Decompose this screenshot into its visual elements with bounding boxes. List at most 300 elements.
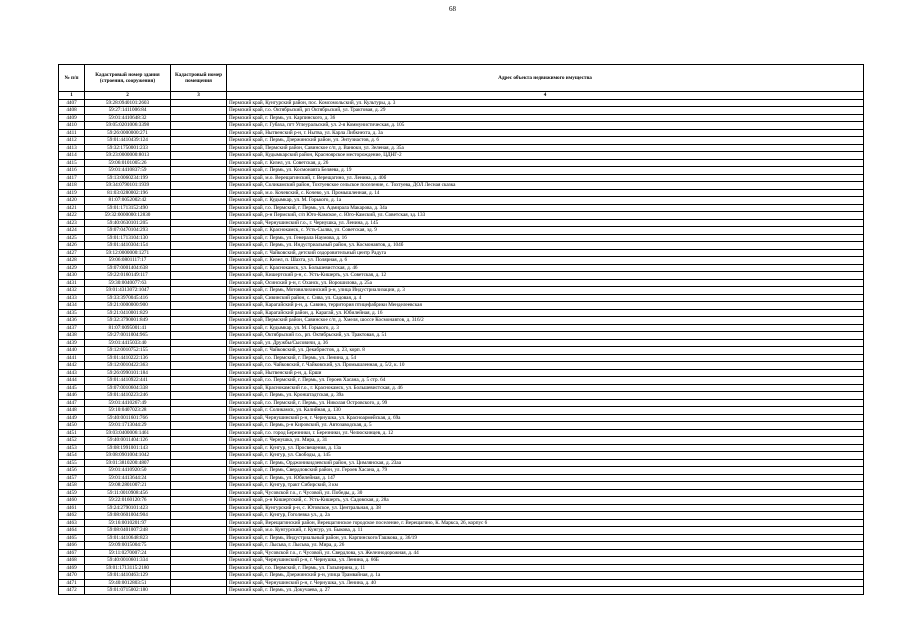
premises-cadastral-number [171, 474, 227, 482]
premises-cadastral-number [171, 459, 227, 467]
premises-cadastral-number [171, 512, 227, 520]
row-number: 4409 [59, 114, 85, 122]
building-cadastral-number: 59:28:0940101:2603 [85, 99, 171, 107]
row-number: 4469 [59, 564, 85, 572]
property-address: Пермский край, г. Кудымкар, ул. М. Горького, д. 3 [227, 324, 864, 332]
property-address: Пермский край, г. Краснокамск, ул. Большевистская, д. 46 [227, 264, 864, 272]
table-row [59, 482, 864, 490]
premises-cadastral-number [171, 294, 227, 302]
property-address: Пермский край, г. Пермь, ул. Юбилейная, д. 147 [227, 474, 864, 482]
property-address: Пермский край, Чернушинский р-н, г. Чернушка, ул. Ленина, д. 66Б [227, 557, 864, 565]
property-address: Пермский край, Осинский р-н, г. Оханск, ул. Ворошилова, д. 25а [227, 279, 864, 287]
property-address: Пермский край, р-н Кишертский, с. Усть-Кишерть, ул. Садовская, д. 28а [227, 497, 864, 505]
premises-cadastral-number [171, 369, 227, 377]
property-address: Пермский край, г. Пермь, Дзержинский район, ул. Энтузиастов, д. 6 [227, 137, 864, 145]
property-address: Пермский край, г.о. город Березники, г. Березники, ул. Челюскинцев, д. 12 [227, 429, 864, 437]
table-row [59, 459, 864, 467]
premises-cadastral-number [171, 212, 227, 220]
row-number: 4439 [59, 339, 85, 347]
table-row [59, 137, 864, 145]
property-address: Пермский край, г. Пермь, ул. Карпинского, д. 36 [227, 114, 864, 122]
table-row [59, 362, 864, 370]
row-number: 4425 [59, 234, 85, 242]
property-address: Пермский край, г. Кунгур, ул. Просвещения, д. 13а [227, 444, 864, 452]
property-address: Пермский край, Пермский район, Савинское с/п, д. Хмеля, шоссе Космонавтов, д. 316/2 [227, 317, 864, 325]
premises-cadastral-number [171, 242, 227, 250]
building-cadastral-number: 59:08:0401007:248 [85, 527, 171, 535]
table-row [59, 399, 864, 407]
row-number: 4420 [59, 197, 85, 205]
building-cadastral-number: 59:26:0990101:184 [85, 369, 171, 377]
table-row [59, 122, 864, 130]
premises-cadastral-number [171, 129, 227, 137]
building-cadastral-number: 59:27:0011004:965 [85, 332, 171, 340]
premises-cadastral-number [171, 384, 227, 392]
property-address: Пермский край, Пермский район, Савинское с/п, д. Ванюки, ул. Зеленая, д. 35а [227, 144, 864, 152]
building-cadastral-number: 59:01:4410304:154 [85, 242, 171, 250]
table-row [59, 129, 864, 137]
property-address: Пермский край, г.о. Октябрьский, рп Октябрьский, ул. Трактовая, д. 29 [227, 107, 864, 115]
row-number: 4449 [59, 414, 85, 422]
premises-cadastral-number [171, 497, 227, 505]
table-row [59, 512, 864, 520]
premises-cadastral-number [171, 452, 227, 460]
property-table [58, 64, 864, 595]
building-cadastral-number: 59:22:0160149:117 [85, 272, 171, 280]
table-row [59, 527, 864, 535]
column-number-row [59, 92, 864, 100]
premises-cadastral-number [171, 159, 227, 167]
property-address: Пермский край, г. Губаха, пгт Углеуральский, ул. 2-я Коммунистическая, д. 105 [227, 122, 864, 130]
row-number: 4454 [59, 452, 85, 460]
premises-cadastral-number [171, 197, 227, 205]
building-cadastral-number: 59:01:4415033:40 [85, 339, 171, 347]
property-address: Пермский край, г. Кизел, ул. Советская, д. 26 [227, 159, 864, 167]
table-row [59, 167, 864, 175]
row-number: 4447 [59, 399, 85, 407]
table-row [59, 497, 864, 505]
property-address: Пермский край, г. Краснокамск, с. Усть-Сылва, ул. Советская, зд. 9 [227, 227, 864, 235]
table-row [59, 249, 864, 257]
table-row [59, 414, 864, 422]
property-address: Пермский край, г.о. Пермский, г. Пермь, ул. Ленина, д. 54 [227, 354, 864, 362]
property-address: Пермский край, Чернушинский р-н, г. Чернушка, ул. Ленина, д. 40 [227, 579, 864, 587]
property-address: Пермский край, Верещагинский район, Верещагинское городское поселение, г. Верещагино, К. Маркса, 26, корпус 6 [227, 519, 864, 527]
premises-cadastral-number [171, 572, 227, 580]
property-address: Пермский край, Нытвенский р-н, г. Нытва, ул. Карла Либкнехта, д. 3а [227, 129, 864, 137]
premises-cadastral-number [171, 302, 227, 310]
building-cadastral-number: 59:01:1713152:490 [85, 204, 171, 212]
premises-cadastral-number [171, 422, 227, 430]
premises-cadastral-number [171, 354, 227, 362]
premises-cadastral-number [171, 332, 227, 340]
table-row [59, 302, 864, 310]
premises-cadastral-number [171, 137, 227, 145]
property-address: Пермский край, г. Пермь, Свердловский район, ул. Героев Хасана, д. 79 [227, 467, 864, 475]
row-number: 4465 [59, 534, 85, 542]
table-body [59, 99, 864, 594]
building-cadastral-number: 59:09:0015004:75 [85, 542, 171, 550]
building-cadastral-number: 59:01:3810200:4807 [85, 459, 171, 467]
premises-cadastral-number [171, 107, 227, 115]
building-cadastral-number: 59:24:2790101:423 [85, 504, 171, 512]
property-address: Пермский край, Кунгурский район, пос. Комсомольский, ул. Культуры, д. 3 [227, 99, 864, 107]
building-cadastral-number: 59:12:0010752:155 [85, 347, 171, 355]
building-cadastral-number: 59:01:4313072:1047 [85, 287, 171, 295]
row-number: 4421 [59, 204, 85, 212]
table-row [59, 429, 864, 437]
row-number: 4472 [59, 587, 85, 595]
building-cadastral-number: 59:11:0010908:456 [85, 489, 171, 497]
table-row [59, 264, 864, 272]
table-row [59, 444, 864, 452]
row-number: 4444 [59, 377, 85, 385]
building-cadastral-number: 59:40:0011601:766 [85, 414, 171, 422]
property-address: Пермский край, Карагайский район, д. Карагай, ул. Юбилейная, д. 16 [227, 309, 864, 317]
row-number: 4432 [59, 287, 85, 295]
property-address: Пермский край, Кишертский р-н, с. Усть-Кишерть, ул. Советская, д. 12 [227, 272, 864, 280]
building-cadastral-number: 59:40:0011404:126 [85, 437, 171, 445]
premises-cadastral-number [171, 249, 227, 257]
row-number: 4464 [59, 527, 85, 535]
building-cadastral-number: 59:01:4410222:136 [85, 354, 171, 362]
building-cadastral-number: 59:21:0000000:900 [85, 302, 171, 310]
premises-cadastral-number [171, 482, 227, 490]
property-address: Пермский край, Сивинский район, с. Сива, ул. Садовая, д. 4 [227, 294, 864, 302]
table-row [59, 549, 864, 557]
table-row [59, 564, 864, 572]
premises-cadastral-number [171, 399, 227, 407]
property-address: Пермский край, г. Пермь, ул. Генерала Наумова, д. 16 [227, 234, 864, 242]
table-row [59, 197, 864, 205]
col-number: 3 [171, 92, 227, 100]
row-number: 4440 [59, 347, 85, 355]
property-address: Пермский край, г.о. Чайковский, г. Чайковский, ул. Промышленная, д. 5/2, к. 10 [227, 362, 864, 370]
header-num: № п/п [59, 65, 85, 92]
premises-cadastral-number [171, 167, 227, 175]
table-row [59, 159, 864, 167]
property-address: Пермский край, г. Кизел, п. Шахта, ул. Полярная, д. 6 [227, 257, 864, 265]
premises-cadastral-number [171, 587, 227, 595]
property-address: Пермский край, г. Чернушка, ул. Мира, д. 31 [227, 437, 864, 445]
building-cadastral-number: 59:01:1713104:130 [85, 234, 171, 242]
table-row [59, 354, 864, 362]
building-cadastral-number: 59:34:0790101:1939 [85, 182, 171, 190]
premises-cadastral-number [171, 429, 227, 437]
building-cadastral-number: 59:01:4410648:823 [85, 534, 171, 542]
building-cadastral-number: 59:07:0010604:338 [85, 384, 171, 392]
table-row [59, 309, 864, 317]
table-row [59, 369, 864, 377]
row-number: 4461 [59, 504, 85, 512]
header-cadastral: Кадастровый номер здания (строения, сооружения) [85, 65, 171, 92]
row-number: 4411 [59, 129, 85, 137]
property-address: Пермский край, Нытвенский р-н, д. Ерши [227, 369, 864, 377]
table-row [59, 489, 864, 497]
page-number: 68 [449, 5, 456, 13]
building-cadastral-number: 59:01:0715002:180 [85, 587, 171, 595]
table-row [59, 572, 864, 580]
property-address: Пермский край, г. Чайковский, ул. Декабристов, д. 23, корп. 8 [227, 347, 864, 355]
premises-cadastral-number [171, 99, 227, 107]
building-cadastral-number: 59:01:4410922:441 [85, 377, 171, 385]
row-number: 4423 [59, 219, 85, 227]
building-cadastral-number: 59:01:4410267:49 [85, 399, 171, 407]
property-address: Пермский край, Чернушинский р-н, г. Чернушка, ул. Красноармейская, д. 69а [227, 414, 864, 422]
premises-cadastral-number [171, 437, 227, 445]
premises-cadastral-number [171, 114, 227, 122]
building-cadastral-number: 59:13:0060234:199 [85, 174, 171, 182]
building-cadastral-number: 59:32:0000000:12830 [85, 212, 171, 220]
premises-cadastral-number [171, 317, 227, 325]
row-number: 4429 [59, 264, 85, 272]
property-address: Пермский край, Кудымкарский район, Красноярское месторождение, ЦДНГ-2 [227, 152, 864, 160]
building-cadastral-number: 59:12:0010422:363 [85, 362, 171, 370]
building-cadastral-number: 59:01:1713115:2180 [85, 564, 171, 572]
row-number: 4468 [59, 557, 85, 565]
row-number: 4408 [59, 107, 85, 115]
row-number: 4434 [59, 302, 85, 310]
row-number: 4457 [59, 474, 85, 482]
property-address: Пермский край, г. Пермь, Индустриальный район, ул. Карпинского/Гашкова, д. 36/19 [227, 534, 864, 542]
row-number: 4446 [59, 392, 85, 400]
row-number: 4448 [59, 407, 85, 415]
row-number: 4407 [59, 99, 85, 107]
table-row [59, 579, 864, 587]
building-cadastral-number: 59:40:0630101:205 [85, 219, 171, 227]
table-row [59, 392, 864, 400]
property-address: Пермский край, г. Пермь, Мотовилихинский р-н, улица Индустриализации, д. 3 [227, 287, 864, 295]
property-address: Пермский край, г.о. Пермский, г. Пермь, ул. Адмирала Макарова, д. 34а [227, 204, 864, 212]
row-number: 4412 [59, 137, 85, 145]
premises-cadastral-number [171, 234, 227, 242]
premises-cadastral-number [171, 144, 227, 152]
row-number: 4431 [59, 279, 85, 287]
property-address: Пермский край, м.о. Кунгурский, г. Кунгур, ул. Быкова, д. 11 [227, 527, 864, 535]
row-number: 4471 [59, 579, 85, 587]
premises-cadastral-number [171, 542, 227, 550]
row-number: 4452 [59, 437, 85, 445]
building-cadastral-number: 59:08:2801007:21 [85, 482, 171, 490]
property-address: Пермский край, Краснокамский г.о., г. Краснокамск, ул. Большевистская, д. 46 [227, 384, 864, 392]
building-cadastral-number: 59:16:0010201:97 [85, 519, 171, 527]
building-cadastral-number: 59:01:4410920:50 [85, 467, 171, 475]
row-number: 4467 [59, 549, 85, 557]
building-cadastral-number: 59:32:3790001:849 [85, 317, 171, 325]
table-row [59, 557, 864, 565]
row-number: 4413 [59, 144, 85, 152]
col-number: 4 [227, 92, 864, 100]
header-address: Адрес объекта недвижимого имущества [227, 65, 864, 92]
premises-cadastral-number [171, 219, 227, 227]
row-number: 4433 [59, 294, 85, 302]
table-row [59, 189, 864, 197]
premises-cadastral-number [171, 227, 227, 235]
property-address: Пермский край, ул. Дружбы/Сысовичи, д. 36 [227, 339, 864, 347]
premises-cadastral-number [171, 504, 227, 512]
table-row [59, 534, 864, 542]
property-address: Пермский край, г. Пермь, ул. Докучаева, д. 27 [227, 587, 864, 595]
premises-cadastral-number [171, 407, 227, 415]
property-address: Пермский край, г. Кудымкар, ул. М. Горького, д. 1а [227, 197, 864, 205]
table-row [59, 587, 864, 595]
building-cadastral-number: 59:01:4410439:124 [85, 137, 171, 145]
building-cadastral-number: 59:08:0901004:1042 [85, 452, 171, 460]
property-address: Пермский край, г. Лысьва, г. Лысьва, ул. Мира, д. 26 [227, 542, 864, 550]
table-row [59, 114, 864, 122]
premises-cadastral-number [171, 257, 227, 265]
building-cadastral-number: 59:27:1411006:84 [85, 107, 171, 115]
building-cadastral-number: 59:03:0400006:1461 [85, 429, 171, 437]
premises-cadastral-number [171, 324, 227, 332]
row-number: 4443 [59, 369, 85, 377]
row-number: 4451 [59, 429, 85, 437]
property-address: Пермский край, Соликамский район, Тохтуевское сельское поселение, с. Тохтуева, ДОЛ Лесная сказка [227, 182, 864, 190]
table-row [59, 332, 864, 340]
row-number: 4445 [59, 384, 85, 392]
table-row [59, 452, 864, 460]
premises-cadastral-number [171, 309, 227, 317]
premises-cadastral-number [171, 444, 227, 452]
property-address: Пермский край, г. Кунгур, ул. Свободы, д. 145 [227, 452, 864, 460]
table-row [59, 212, 864, 220]
row-number: 4450 [59, 422, 85, 430]
table-row [59, 324, 864, 332]
building-cadastral-number: 59:30:0040077:63 [85, 279, 171, 287]
property-address: Пермский край, г. Пермь, ул. Индустриальный район, ул. Космонавтов, д. 104б [227, 242, 864, 250]
building-cadastral-number: 59:21:0410001:829 [85, 309, 171, 317]
table-row [59, 219, 864, 227]
row-number: 4460 [59, 497, 85, 505]
row-number: 4458 [59, 482, 85, 490]
col-number: 2 [85, 92, 171, 100]
row-number: 4414 [59, 152, 85, 160]
row-number: 4456 [59, 467, 85, 475]
table-row [59, 294, 864, 302]
table-row [59, 99, 864, 107]
building-cadastral-number: 59:01:4410463:129 [85, 572, 171, 580]
building-cadastral-number: 59:01:4413644:24 [85, 474, 171, 482]
building-cadastral-number: 59:32:1750001:233 [85, 144, 171, 152]
property-address: Пермский край, г. Пермь, Орджоникидзевский район, ул. Цимлянская, д. 23аа [227, 459, 864, 467]
premises-cadastral-number [171, 467, 227, 475]
table-row [59, 174, 864, 182]
building-cadastral-number: 59:33:3970045:416 [85, 294, 171, 302]
building-cadastral-number: 59:23:0000000:8013 [85, 152, 171, 160]
building-cadastral-number: 59:10:0407023:28 [85, 407, 171, 415]
row-number: 4462 [59, 512, 85, 520]
building-cadastral-number: 81:07:0095001:41 [85, 324, 171, 332]
premises-cadastral-number [171, 557, 227, 565]
table-row [59, 257, 864, 265]
property-address: Пермский край, г. Пермь, ул. Кронштадтская, д. 39а [227, 392, 864, 400]
premises-cadastral-number [171, 549, 227, 557]
table-row [59, 182, 864, 190]
row-number: 4424 [59, 227, 85, 235]
premises-cadastral-number [171, 489, 227, 497]
row-number: 4466 [59, 542, 85, 550]
premises-cadastral-number [171, 519, 227, 527]
row-number: 4455 [59, 459, 85, 467]
building-cadastral-number: 59:40:0012803:51 [85, 579, 171, 587]
table-row [59, 377, 864, 385]
premises-cadastral-number [171, 377, 227, 385]
premises-cadastral-number [171, 527, 227, 535]
premises-cadastral-number [171, 279, 227, 287]
premises-cadastral-number [171, 174, 227, 182]
col-number: 1 [59, 92, 85, 100]
table-row [59, 384, 864, 392]
table-row [59, 279, 864, 287]
row-number: 4442 [59, 362, 85, 370]
row-number: 4422 [59, 212, 85, 220]
premises-cadastral-number [171, 287, 227, 295]
property-address: Пермский край, Чусовской г.о., г. Чусовой, ул. Свердлова, ул. Железнодорожная, д. 44 [227, 549, 864, 557]
premises-cadastral-number [171, 182, 227, 190]
property-address: Пермский край, Чернушинский г.о., г. Чернушка, ул. Ленина, д. 145 [227, 219, 864, 227]
table-row [59, 437, 864, 445]
property-address: Пермский край, г. Пермь, р-н Кировский, ул. Автозаводская, д. 5 [227, 422, 864, 430]
row-number: 4415 [59, 159, 85, 167]
property-address: Пермский край, р-н Пермский, с/п Юго-Камское, с. Юго-Камский, ул. Советская, зд. 133 [227, 212, 864, 220]
table-header-row [59, 65, 864, 92]
row-number: 4441 [59, 354, 85, 362]
row-number: 4418 [59, 182, 85, 190]
premises-cadastral-number [171, 189, 227, 197]
row-number: 4459 [59, 489, 85, 497]
property-address: Пермский край, г. Соликамск, ул. Калийная, д. 130 [227, 407, 864, 415]
premises-cadastral-number [171, 122, 227, 130]
table-row [59, 339, 864, 347]
table-row [59, 107, 864, 115]
building-cadastral-number: 59:08:0601004:904 [85, 512, 171, 520]
property-address: Пермский край, г. Кунгур, Гоголевка ул., д. 2а [227, 512, 864, 520]
table-row [59, 474, 864, 482]
property-address: Пермский край, г. Пермь, ул. Космонавта Беляева, д. 19 [227, 167, 864, 175]
table-row [59, 234, 864, 242]
building-cadastral-number: 59:22:0160120:76 [85, 497, 171, 505]
row-number: 4438 [59, 332, 85, 340]
building-cadastral-number: 59:01:4410837:59 [85, 167, 171, 175]
building-cadastral-number: 59:08:1991001:143 [85, 444, 171, 452]
table-row [59, 242, 864, 250]
table-row [59, 467, 864, 475]
table-row [59, 287, 864, 295]
table-row [59, 272, 864, 280]
table-row [59, 204, 864, 212]
building-cadastral-number: 59:05:0201006:3398 [85, 122, 171, 130]
premises-cadastral-number [171, 414, 227, 422]
premises-cadastral-number [171, 564, 227, 572]
property-address: Пермский край, г.о. Пермский, г. Пермь, ул. Героев Хасана, д. 5 стр. 64 [227, 377, 864, 385]
row-number: 4435 [59, 309, 85, 317]
building-cadastral-number: 59:01:4410648:32 [85, 114, 171, 122]
row-number: 4419 [59, 189, 85, 197]
property-address: Пермский край, г.о. Пермский, г. Пермь, ул. Гальперина, д. 11 [227, 564, 864, 572]
row-number: 4430 [59, 272, 85, 280]
table-row [59, 504, 864, 512]
table-row [59, 542, 864, 550]
table-row [59, 422, 864, 430]
premises-cadastral-number [171, 579, 227, 587]
header-premises: Кадастровый номер помещения [171, 65, 227, 92]
row-number: 4463 [59, 519, 85, 527]
row-number: 4416 [59, 167, 85, 175]
row-number: 4470 [59, 572, 85, 580]
premises-cadastral-number [171, 204, 227, 212]
row-number: 4453 [59, 444, 85, 452]
building-cadastral-number: 59:07:0470104:293 [85, 227, 171, 235]
